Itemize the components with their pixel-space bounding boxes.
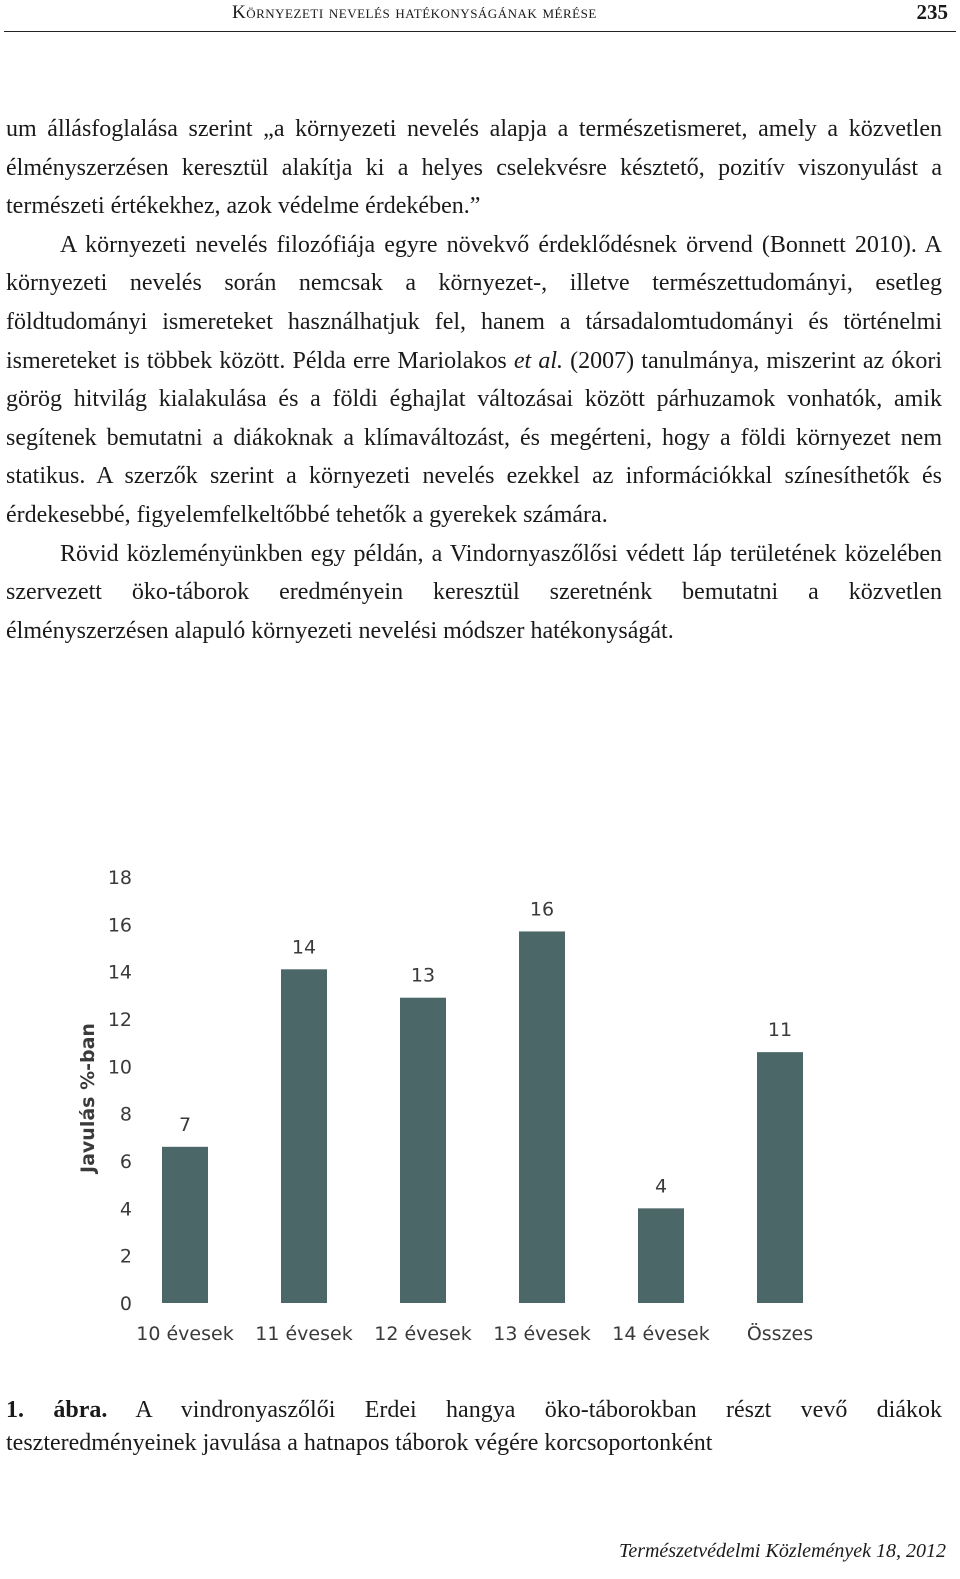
y-ticks — [108, 867, 132, 1315]
y-axis-title: Javulás %-ban — [77, 1023, 99, 1173]
caption-label: 1. ábra. — [6, 1397, 108, 1423]
page-number: 235 — [916, 0, 948, 24]
bar-chart-svg — [60, 858, 860, 1358]
bar-1 — [162, 1147, 208, 1303]
y-tick-label: 14 — [107, 961, 132, 984]
category-label-3: 12 évesek — [374, 1323, 472, 1345]
paragraph-2-part-a: A környezeti nevelés filozófiája egyre növekvő érdeklődésnek örvend (Bonnett 2010). A környezeti nevelés során nemcsak a környezet-, illetve természettudományi, esetleg földtudományi ismereteket használhatjuk fel, hanem a társadalomtudományi és történelmi ismereteket is többek között. Példa erre Mariolakos — [6, 231, 942, 374]
category-label-2: 11 évesek — [255, 1323, 353, 1345]
bar-5 — [638, 1208, 684, 1303]
category-label-6: Összes — [746, 1323, 814, 1345]
bar-chart — [60, 858, 860, 1358]
category-label-5: 14 évesek — [612, 1323, 710, 1345]
caption-text-line-1: A vindronyaszőlői Erdei hangya öko-táborokban részt vevő diákok — [135, 1397, 942, 1423]
figure-caption — [6, 1394, 942, 1460]
caption-text-line-2: teszteredményeinek javulása a hatnapos táborok végére korcsoportonként — [6, 1430, 713, 1456]
y-tick-label: 12 — [107, 1009, 132, 1031]
data-label-6: 11 — [767, 1019, 793, 1042]
bar-6 — [757, 1052, 803, 1303]
et-al: et al. — [513, 347, 564, 374]
y-tick-label: 6 — [119, 1151, 132, 1173]
y-tick-label: 2 — [119, 1245, 132, 1268]
bar-2 — [281, 969, 327, 1303]
category-label-4: 13 évesek — [493, 1323, 591, 1345]
data-label-5: 4 — [654, 1175, 668, 1198]
y-tick-label: 16 — [107, 914, 132, 937]
body-text — [6, 110, 942, 650]
data-labels — [179, 898, 792, 1197]
y-axis-title-group — [77, 1023, 99, 1175]
running-title: Környezeti nevelés hatékonyságának mérése — [232, 2, 597, 23]
bar-3 — [400, 998, 446, 1303]
data-label-3: 13 — [410, 964, 436, 987]
y-tick-label: 4 — [119, 1198, 132, 1221]
data-label-4: 16 — [529, 898, 555, 921]
paragraph-1: um állásfoglalása szerint „a környezeti nevelés alapja a természetismeret, amely a közvetlen élményszerzésen keresztül alakítja ki a helyes cselekvésre késztető, pozitív viszonyulást a természeti értékekhez, azok védelme érdekében.” — [6, 116, 942, 220]
bars — [162, 931, 803, 1303]
data-label-1: 7 — [178, 1113, 192, 1136]
paragraph-2 — [6, 226, 942, 535]
y-tick-label: 0 — [119, 1293, 132, 1315]
y-tick-label: 10 — [107, 1056, 132, 1079]
page-header — [0, 0, 960, 34]
bar-4 — [519, 931, 565, 1303]
caption-line-1 — [6, 1394, 942, 1427]
y-tick-label: 18 — [107, 867, 132, 889]
paragraph-2-part-b: (2007) tanulmánya, miszerint az ókori görög hitvilág kialakulása és a földi éghajlat változásai között párhuzamok vonhatók, amik segítenek bemutatni a diákoknak a klímaváltozást, és megérteni, hogy a földi környezet nem statikus. A szerzők szerint a környezeti nevelés ezekkel az információkkal színesíthetők és érdekesebbé, figyelemfelkeltőbbé tehetők a gyerekek számára. — [6, 347, 942, 528]
category-label-1: 10 évesek — [136, 1323, 234, 1345]
data-label-2: 14 — [291, 936, 317, 959]
journal-footer: Természetvédelmi Közlemények 18, 2012 — [619, 1540, 946, 1562]
header-rule — [4, 31, 956, 32]
y-tick-label: 8 — [119, 1103, 132, 1126]
paragraph-3: Rövid közleményünkben egy példán, a Vindornyaszőlősi védett láp területének közelében szervezett öko-táborok eredményein keresztül szeretnénk bemutatni a közvetlen élményszerzésen alapuló környezeti nevelési módszer hatékonyságát. — [6, 540, 942, 644]
category-labels — [136, 1322, 813, 1345]
